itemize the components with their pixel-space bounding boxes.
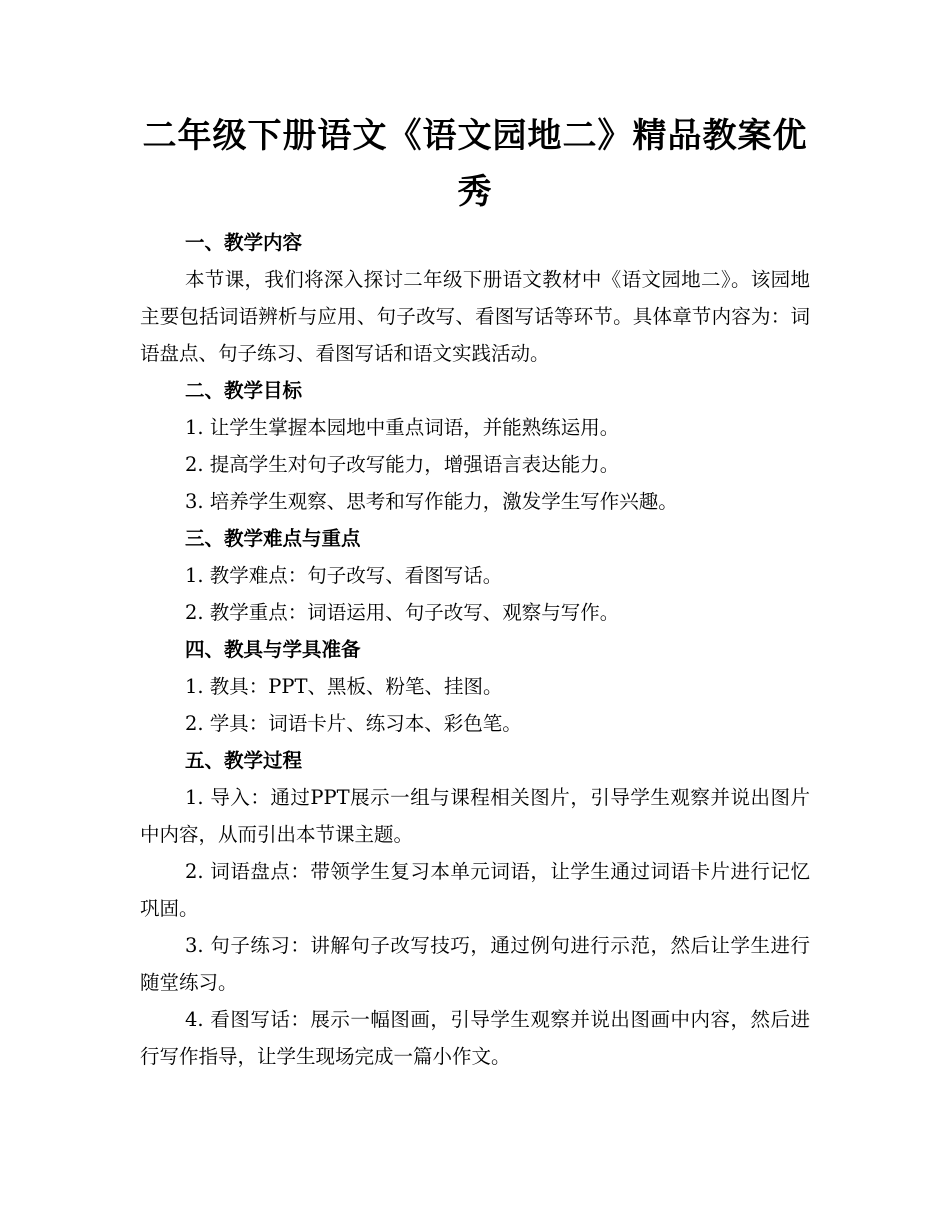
- section-heading-materials: 四、教具与学具准备: [185, 638, 361, 661]
- document-title: 二年级下册语文《语文园地二》精品教案优秀: [142, 116, 808, 212]
- paragraph: 本节课，我们将深入探讨二年级下册语文教材中《语文园地二》。该园地主要包括词语辨析与应用、句子改写、看图写话等环节。具体章节内容为：词语盘点、句子练习、看图写话和语文实践活动。: [140, 268, 810, 365]
- document-body: [140, 224, 810, 1075]
- section-heading-process: 五、教学过程: [185, 749, 303, 772]
- list-item: 4. 看图写话：展示一幅图画，引导学生观察并说出图画中内容，然后进行写作指导，让学生现场完成一篇小作文。: [140, 1008, 810, 1068]
- list-item: 3. 句子练习：讲解句子改写技巧，通过例句进行示范，然后让学生进行随堂练习。: [140, 934, 810, 994]
- list-item: 3. 培养学生观察、思考和写作能力，激发学生写作兴趣。: [185, 490, 678, 513]
- list-item: 2. 词语盘点：带领学生复习本单元词语，让学生通过词语卡片进行记忆巩固。: [140, 860, 810, 920]
- section-heading-difficulties: 三、教学难点与重点: [185, 527, 361, 550]
- list-item: 1. 导入：通过PPT展示一组与课程相关图片，引导学生观察并说出图片中内容，从而引出本节课主题。: [140, 786, 810, 846]
- list-item: 2. 学具：词语卡片、练习本、彩色笔。: [185, 712, 522, 735]
- section-heading-teaching-content: 一、教学内容: [185, 231, 303, 254]
- section-heading-teaching-goals: 二、教学目标: [185, 379, 303, 402]
- list-item: 2. 提高学生对句子改写能力，增强语言表达能力。: [185, 453, 620, 476]
- list-item: 1. 让学生掌握本园地中重点词语，并能熟练运用。: [185, 416, 620, 439]
- list-item: 2. 教学重点：词语运用、句子改写、观察与写作。: [185, 601, 620, 624]
- list-item: 1. 教学难点：句子改写、看图写话。: [185, 564, 503, 587]
- list-item: 1. 教具：PPT、黑板、粉笔、挂图。: [185, 675, 503, 698]
